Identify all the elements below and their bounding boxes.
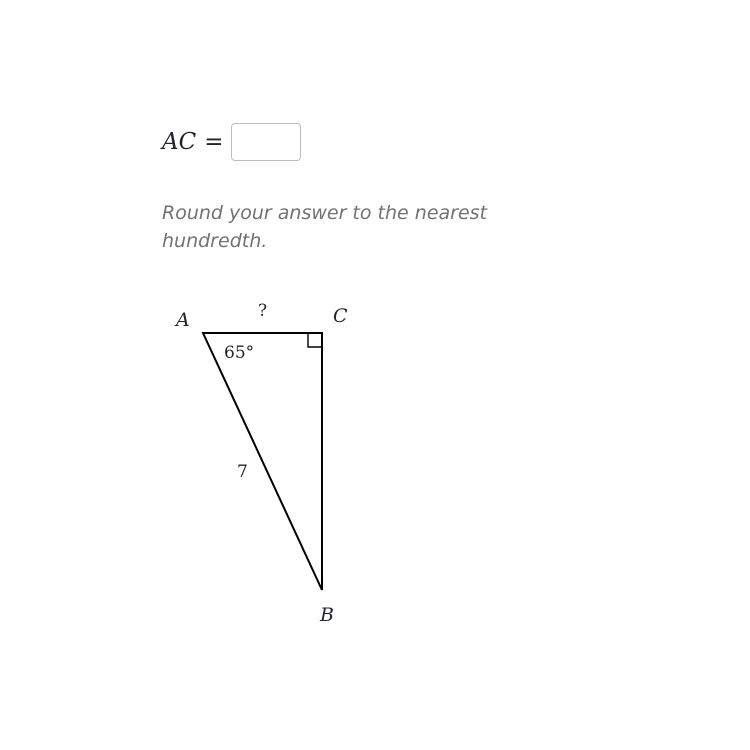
side-ab-label: 7 [237, 462, 248, 482]
vertex-label-b: B [320, 604, 334, 626]
angle-a-label: 65° [224, 343, 255, 363]
equals-sign: = [204, 129, 224, 155]
equation-variable-label: AC [162, 129, 197, 155]
side-ac-label: ? [258, 301, 268, 321]
vertex-label-a: A [176, 309, 190, 331]
triangle-shape [203, 333, 322, 590]
right-angle-marker [308, 333, 322, 347]
vertex-label-c: C [333, 305, 348, 327]
rounding-instructions: Round your answer to the nearest hundredth. [162, 202, 487, 252]
